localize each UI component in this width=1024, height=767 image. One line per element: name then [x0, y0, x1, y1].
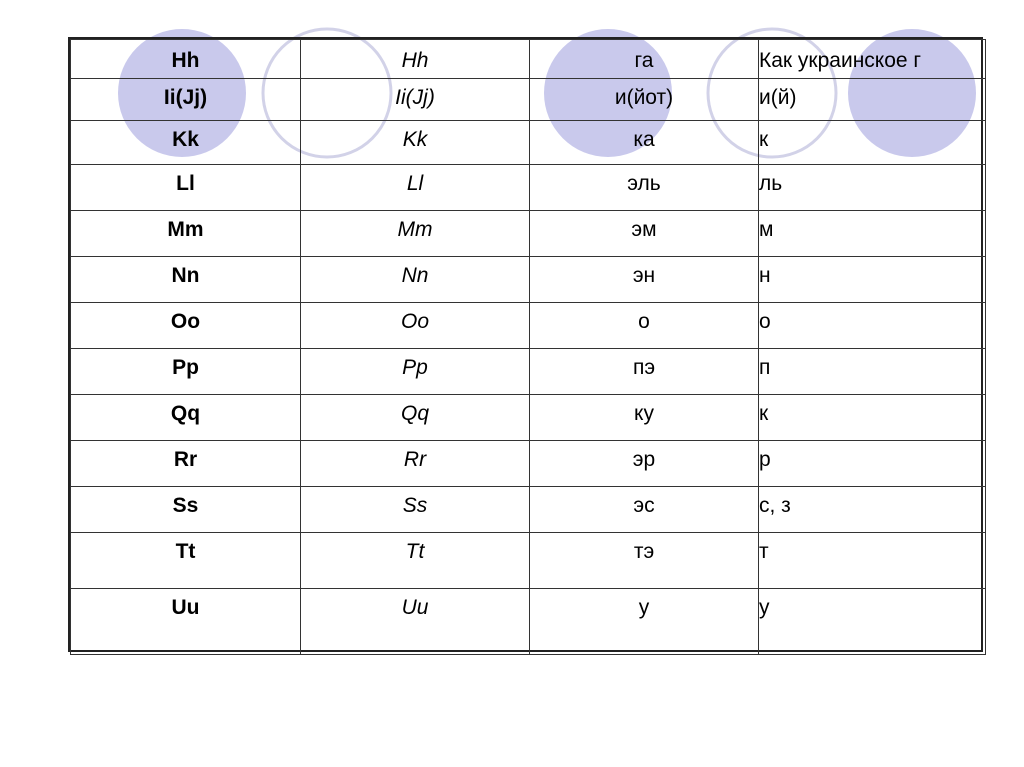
table-row	[71, 533, 986, 589]
letter-sound-cell: п	[759, 349, 986, 395]
letter-name-cell: эм	[530, 211, 759, 257]
letter-sound-cell: у	[759, 589, 986, 655]
table-row	[71, 121, 986, 165]
letter-italic-cell: Oo	[301, 303, 530, 349]
table-row	[71, 589, 986, 655]
letter-print-cell: Qq	[71, 395, 301, 441]
letter-name-cell: ку	[530, 395, 759, 441]
letter-sound-cell: с, з	[759, 487, 986, 533]
alphabet-table-frame	[68, 37, 983, 652]
letter-name-cell: тэ	[530, 533, 759, 589]
letter-print-cell: Nn	[71, 257, 301, 303]
letter-italic-cell: Ss	[301, 487, 530, 533]
letter-print-cell: Oo	[71, 303, 301, 349]
table-row	[71, 79, 986, 121]
letter-print-cell: Ll	[71, 165, 301, 211]
letter-sound-cell: м	[759, 211, 986, 257]
table-row	[71, 441, 986, 487]
alphabet-table	[70, 39, 986, 655]
letter-sound-cell: и(й)	[759, 79, 986, 121]
letter-print-cell: Ss	[71, 487, 301, 533]
letter-italic-cell: Ii(Jj)	[301, 79, 530, 121]
table-row	[71, 165, 986, 211]
letter-name-cell: га	[530, 40, 759, 79]
table-row	[71, 395, 986, 441]
table-row	[71, 349, 986, 395]
letter-sound-cell: н	[759, 257, 986, 303]
table-row	[71, 40, 986, 79]
letter-print-cell: Pp	[71, 349, 301, 395]
letter-name-cell: эс	[530, 487, 759, 533]
letter-print-cell: Kk	[71, 121, 301, 165]
letter-italic-cell: Kk	[301, 121, 530, 165]
letter-italic-cell: Mm	[301, 211, 530, 257]
letter-italic-cell: Ll	[301, 165, 530, 211]
table-row	[71, 257, 986, 303]
letter-name-cell: и(йот)	[530, 79, 759, 121]
table-row	[71, 211, 986, 257]
letter-print-cell: Tt	[71, 533, 301, 589]
letter-name-cell: у	[530, 589, 759, 655]
letter-italic-cell: Qq	[301, 395, 530, 441]
letter-sound-cell: Как украинское г	[759, 40, 986, 79]
letter-print-cell: Mm	[71, 211, 301, 257]
letter-sound-cell: р	[759, 441, 986, 487]
letter-name-cell: пэ	[530, 349, 759, 395]
letter-print-cell: Ii(Jj)	[71, 79, 301, 121]
letter-name-cell: эль	[530, 165, 759, 211]
letter-italic-cell: Uu	[301, 589, 530, 655]
letter-sound-cell: т	[759, 533, 986, 589]
letter-sound-cell: к	[759, 121, 986, 165]
letter-italic-cell: Pp	[301, 349, 530, 395]
letter-sound-cell: к	[759, 395, 986, 441]
letter-name-cell: ка	[530, 121, 759, 165]
letter-italic-cell: Hh	[301, 40, 530, 79]
letter-print-cell: Uu	[71, 589, 301, 655]
letter-italic-cell: Nn	[301, 257, 530, 303]
table-row	[71, 487, 986, 533]
alphabet-table-body	[71, 40, 986, 655]
letter-sound-cell: о	[759, 303, 986, 349]
letter-print-cell: Hh	[71, 40, 301, 79]
letter-sound-cell: ль	[759, 165, 986, 211]
letter-italic-cell: Tt	[301, 533, 530, 589]
letter-print-cell: Rr	[71, 441, 301, 487]
letter-name-cell: о	[530, 303, 759, 349]
letter-name-cell: эн	[530, 257, 759, 303]
letter-italic-cell: Rr	[301, 441, 530, 487]
table-row	[71, 303, 986, 349]
letter-name-cell: эр	[530, 441, 759, 487]
